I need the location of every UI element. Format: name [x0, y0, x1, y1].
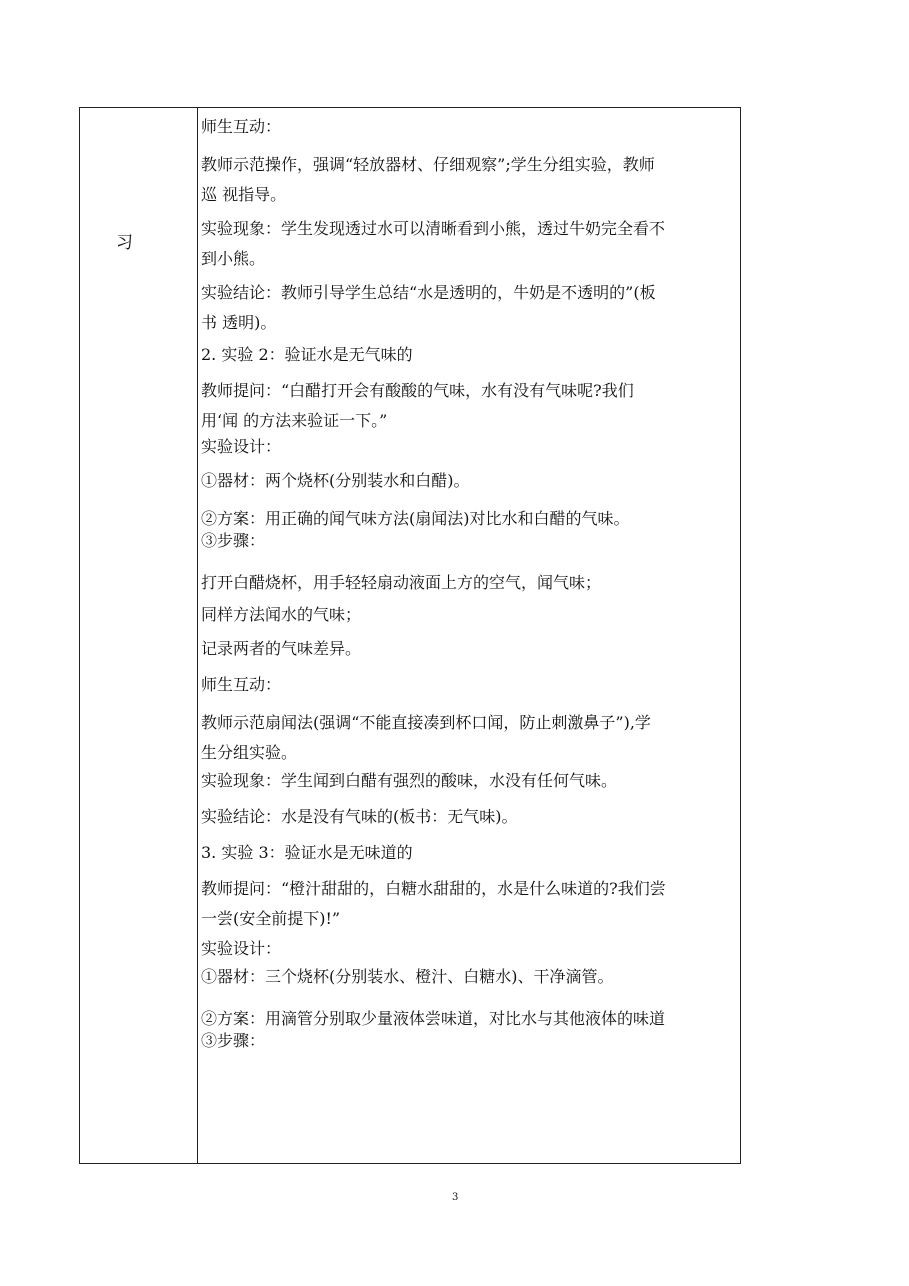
- text-line: 实验现象：学生发现透过水可以清晰看到小熊，透过牛奶完全看不: [201, 219, 666, 238]
- text-line: 教师示范扇闻法(强调“不能直接凑到杯口闻，防止刺激鼻子”),学: [201, 713, 651, 732]
- text-line: 打开白醋烧杯，用手轻轻扇动液面上方的空气，闻气味；: [201, 573, 602, 592]
- text-line: 巡 视指导。: [201, 185, 287, 204]
- text-line: ①器材：两个烧杯(分别装水和白醋)。: [201, 471, 470, 490]
- text-line: ②方案：用正确的闻气味方法(扇闻法)对比水和白醋的气味。: [201, 509, 630, 528]
- text-line: ①器材：三个烧杯(分别装水、橙汁、白糖水)、干净滴管。: [201, 967, 614, 986]
- text-line: 同样方法闻水的气味；: [201, 605, 362, 624]
- text-line: 一尝(安全前提下)!”: [201, 909, 341, 928]
- text-line: 到小熊。: [201, 249, 266, 268]
- text-line: 记录两者的气味差异。: [201, 639, 362, 658]
- lesson-table: [79, 107, 741, 1164]
- text-line: 实验结论：水是没有气味的(板书：无气味)。: [201, 807, 518, 826]
- text-line: 书 透明)。: [201, 313, 277, 332]
- text-line: ②方案：用滴管分别取少量液体尝味道，对比水与其他液体的味道: [201, 1009, 666, 1028]
- column-divider: [197, 108, 198, 1163]
- text-line: 2. 实验 2：验证水是无气味的: [201, 345, 413, 364]
- text-line: 实验结论：教师引导学生总结“水是透明的，牛奶是不透明的”(板: [201, 283, 656, 302]
- page-number: 3: [452, 1192, 459, 1203]
- text-line: 教师示范操作，强调“轻放器材、仔细观察”;学生分组实验，教师: [201, 155, 655, 174]
- left-column-label: 习: [116, 233, 133, 253]
- text-line: 实验设计：: [201, 437, 282, 456]
- text-line: 实验设计：: [201, 939, 282, 958]
- text-line: ③步骤：: [201, 1031, 266, 1050]
- text-line: 3. 实验 3：验证水是无味道的: [201, 843, 413, 862]
- text-line: 用‘闻 的方法来验证一下。”: [201, 411, 388, 430]
- text-line: ③步骤：: [201, 531, 266, 550]
- text-line: 师生互动：: [201, 117, 282, 136]
- text-line: 教师提问：“白醋打开会有酸酸的气味，水有没有气味呢?我们: [201, 381, 634, 400]
- text-line: 实验现象：学生闻到白醋有强烈的酸味，水没有任何气味。: [201, 771, 618, 790]
- text-line: 师生互动：: [201, 675, 282, 694]
- text-line: 生分组实验。: [201, 743, 298, 762]
- text-line: 教师提问：“橙汁甜甜的，白糖水甜甜的，水是什么味道的?我们尝: [201, 879, 666, 898]
